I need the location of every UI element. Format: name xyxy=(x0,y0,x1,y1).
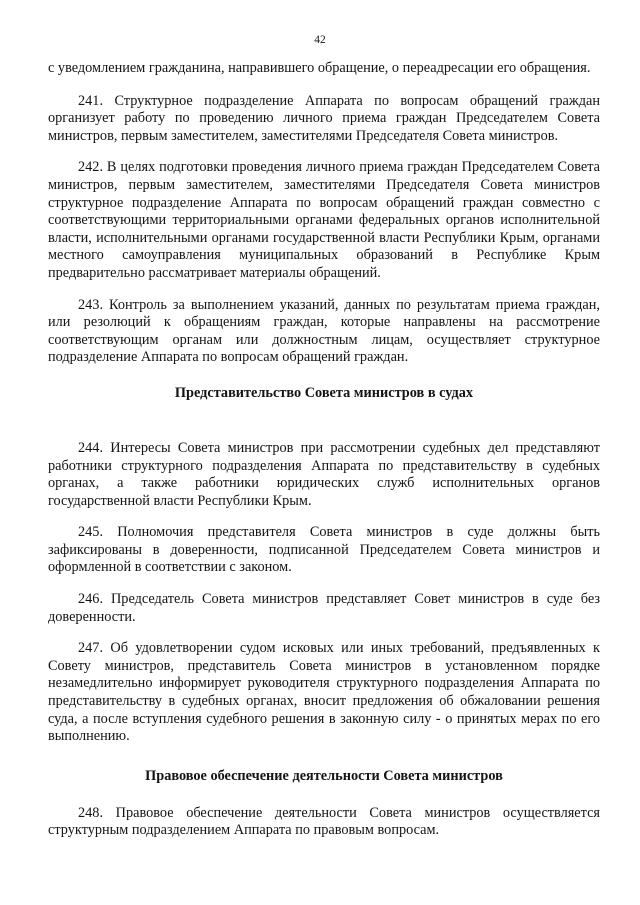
paragraph-247: 247. Об удовлетворении судом исковых или иных требований, предъявленных к Совету министров, представитель Совета министров в установленном порядке незамедлительно информирует руководителя структурного подразделения Аппарата по представительству в судебных органах, вносит предложения об обжаловании решения суда, а после вступления судебного решения в законную силу - о принятых мерах по его выполнению. xyxy=(48,640,600,745)
section-heading-courts: Представительство Совета министров в судах xyxy=(174,384,474,401)
page-number: 42 xyxy=(314,34,326,46)
paragraph-245: 245. Полномочия представителя Совета министров в суде должны быть зафиксированы в доверенности, подписанной Председателем Совета министров и оформленной в соответствии с законом. xyxy=(48,524,600,576)
paragraph-242: 242. В целях подготовки проведения личного приема граждан Председателем Совета министров, первым заместителем, заместителями Председателя Совета министров структурное подразделение Аппарата по вопросам обращений граждан совместно с соответствующими территориальными органами федеральных органов исполнительной власти, исполнительными органами государственной власти Республики Крым, органами местного самоуправления муниципальных образований в Республике Крым предварительно рассматривает материалы обращений. xyxy=(48,159,600,281)
document-body xyxy=(48,60,600,840)
paragraph-246: 246. Председатель Совета министров представляет Совет министров в суде без доверенности. xyxy=(48,591,600,625)
paragraph-243: 243. Контроль за выполнением указаний, данных по результатам приема граждан, или резолюций к обращениям граждан, которые направлены на рассмотрение соответствующим органам или должностным лицам, осуществляет структурное подразделение Аппарата по вопросам обращений граждан. xyxy=(48,296,600,366)
paragraph-248: 248. Правовое обеспечение деятельности Совета министров осуществляется структурным подразделением Аппарата по правовым вопросам. xyxy=(48,804,600,839)
paragraph-244: 244. Интересы Совета министров при рассмотрении судебных дел представляют работники структурного подразделения Аппарата по представительству в судебных органах, а также работники юридических служб исполнительных органов государственной власти Республики Крым. xyxy=(48,439,600,509)
paragraph-241: 241. Структурное подразделение Аппарата по вопросам обращений граждан организует работу по проведению личного приема граждан Председателем Совета министров, первым заместителем, заместителями Председателя Совета министров. xyxy=(48,92,600,144)
paragraph-continuation: с уведомлением гражданина, направившего обращение, о переадресации его обращения. xyxy=(48,60,591,76)
section-heading-legal-support: Правовое обеспечение деятельности Совета министров xyxy=(145,767,503,784)
